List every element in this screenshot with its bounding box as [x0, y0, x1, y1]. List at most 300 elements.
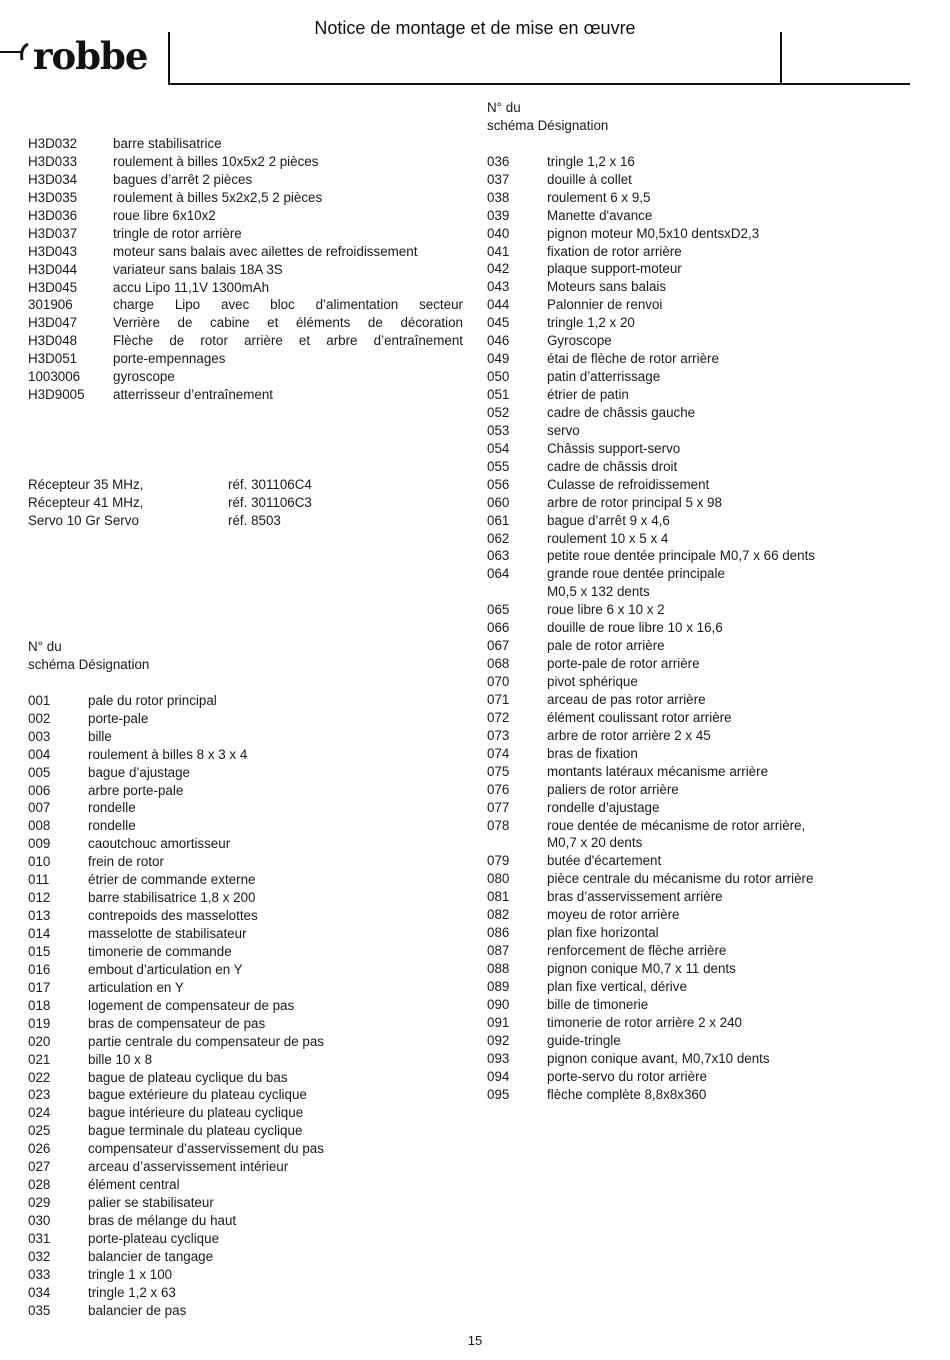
schema-row-description: porte-pale	[88, 710, 149, 726]
schema-row-number: 027	[28, 1159, 51, 1175]
schema-row	[487, 1050, 815, 1068]
schema-row-number: 082	[487, 907, 510, 923]
schema-row-description: rondelle	[88, 800, 136, 816]
schema-row-number: 072	[487, 709, 510, 725]
schema-row-number: 005	[28, 764, 51, 780]
part-row-number: H3D035	[28, 189, 78, 205]
schema-row	[487, 189, 815, 207]
part-row	[28, 189, 463, 207]
schema-row	[487, 1032, 815, 1050]
schema-row-number: 019	[28, 1015, 51, 1031]
schema-row-description: pignon moteur M0,5x10 dentsxD2,3	[547, 225, 760, 241]
schema-row-number: 018	[28, 997, 51, 1013]
schema-row	[487, 332, 815, 350]
schema-row-description: balancier de pas	[88, 1302, 187, 1318]
schema-row	[28, 979, 324, 997]
schema-row-description: compensateur d’asservissement du pas	[88, 1141, 324, 1157]
schema-row-description: bras de mélange du haut	[88, 1213, 237, 1229]
part-row-description: bagues d’arrêt 2 pièces	[113, 171, 253, 187]
schema-row	[487, 296, 815, 314]
schema-row-number: 010	[28, 854, 51, 870]
schema-row-number: 050	[487, 369, 510, 385]
schema-row	[28, 746, 324, 764]
schema-row-description: bague terminale du plateau cyclique	[88, 1123, 303, 1139]
schema-row	[28, 1248, 324, 1266]
schema-row	[487, 763, 815, 781]
schema-row-description: tringle 1 x 100	[88, 1266, 173, 1282]
schema-row-number: 013	[28, 908, 51, 924]
schema-row-description: douille de roue libre 10 x 16,6	[547, 620, 723, 636]
schema-row-description: tringle 1,2 x 20	[547, 315, 635, 331]
schema-row	[487, 1068, 815, 1086]
schema-row-description: articulation en Y	[88, 979, 184, 995]
schema-row-number: 095	[487, 1086, 510, 1102]
schema-row-description: douille à collet	[547, 171, 632, 187]
part-row-number: 1003006	[28, 369, 81, 385]
accessory-row-description: réf. 301106C4	[228, 477, 312, 492]
schema-row-number: 055	[487, 458, 510, 474]
schema-row-number: 035	[28, 1302, 51, 1318]
schema-row-number: 020	[28, 1033, 51, 1049]
schema-row-description: Culasse de refroidissement	[547, 476, 710, 492]
schema-row	[487, 691, 815, 709]
part-row	[28, 225, 463, 243]
accessory-row	[28, 512, 312, 530]
part-row	[28, 332, 463, 350]
header-rule	[168, 83, 910, 85]
schema-row-number: 043	[487, 279, 510, 295]
schema-row	[487, 799, 815, 817]
schema-row-number: 024	[28, 1105, 51, 1121]
schema-row	[28, 1104, 324, 1122]
schema-row	[487, 906, 815, 924]
schema-row-description: Moteurs sans balais	[547, 279, 667, 295]
part-row-number: 301906	[28, 297, 73, 313]
schema-row-number: 003	[28, 728, 51, 744]
schema-row	[487, 960, 815, 978]
schema-row-number: 009	[28, 836, 51, 852]
schema-row	[487, 924, 815, 942]
accessory-row-description: réf. 8503	[228, 512, 281, 528]
schema-header-no-label-right: schéma	[487, 117, 534, 133]
part-row	[28, 350, 463, 368]
schema-row-description: caoutchouc amortisseur	[88, 836, 231, 852]
schema-row-description: arbre de rotor arrière 2 x 45	[547, 727, 711, 743]
part-row-description: moteur sans balais avec ailettes de refroidissement	[113, 243, 418, 259]
schema-row-number: 063	[487, 548, 510, 564]
schema-row-description: étrier de commande externe	[88, 872, 256, 888]
part-row	[28, 296, 463, 314]
schema-row	[487, 278, 815, 296]
schema-row-description: étai de flèche de rotor arrière	[547, 351, 719, 367]
header-divider-left	[168, 32, 170, 84]
schema-row-number: 064	[487, 566, 510, 582]
schema-row-description: élément coulissant rotor arrière	[547, 709, 732, 725]
part-row-description: barre stabilisatrice	[113, 136, 222, 151]
schema-row	[487, 834, 815, 852]
schema-row-number: 039	[487, 207, 510, 223]
schema-row-description: roulement à billes 8 x 3 x 4	[88, 746, 248, 762]
schema-row	[487, 171, 815, 189]
schema-row-number: 012	[28, 890, 51, 906]
part-row-number: H3D051	[28, 351, 78, 367]
header-divider-right	[780, 32, 782, 84]
accessory-row-number: Servo 10 Gr Servo	[28, 512, 139, 528]
part-row	[28, 135, 463, 153]
schema-row-number: 038	[487, 189, 510, 205]
schema-list-right	[487, 99, 815, 1104]
schema-row-number: 036	[487, 153, 510, 169]
schema-row	[487, 583, 815, 601]
schema-row-number: 037	[487, 171, 510, 187]
schema-row	[487, 727, 815, 745]
schema-row-number: 070	[487, 674, 510, 690]
schema-row-number: 026	[28, 1141, 51, 1157]
schema-row-number: 025	[28, 1123, 51, 1139]
schema-row-description: bille 10 x 8	[88, 1051, 153, 1067]
schema-header-no-label: schéma	[28, 656, 75, 672]
schema-list-left	[28, 638, 324, 1320]
schema-row	[487, 530, 815, 548]
schema-row-number: 044	[487, 297, 510, 313]
schema-row-description: balancier de tangage	[88, 1248, 214, 1264]
schema-row	[487, 368, 815, 386]
schema-row	[487, 494, 815, 512]
schema-row-description: pale de rotor arrière	[547, 638, 665, 654]
schema-row	[28, 1176, 324, 1194]
schema-row-number: 023	[28, 1087, 51, 1103]
schema-row-description: plan fixe horizontal	[547, 925, 659, 941]
schema-row-number: 031	[28, 1230, 51, 1246]
part-row-number: H3D032	[28, 136, 78, 151]
schema-row-description: arceau d’asservissement intérieur	[88, 1159, 289, 1175]
schema-row	[28, 1140, 324, 1158]
part-row	[28, 243, 463, 261]
robbe-logo-mark-icon	[0, 42, 30, 62]
schema-row-number: 066	[487, 620, 510, 636]
schema-row	[487, 888, 815, 906]
schema-row	[28, 853, 324, 871]
schema-row-description: tringle 1,2 x 16	[547, 153, 635, 169]
schema-row-description: timonerie de rotor arrière 2 x 240	[547, 1014, 743, 1030]
part-row-description: porte-empennages	[113, 351, 226, 367]
part-row-number: H3D033	[28, 153, 78, 169]
schema-row	[487, 655, 815, 673]
schema-row	[487, 350, 815, 368]
schema-row-description: guide-tringle	[547, 1032, 621, 1048]
schema-row-description: cadre de châssis gauche	[547, 404, 696, 420]
schema-row-number: 053	[487, 422, 510, 438]
schema-row-description: patin d’atterrissage	[547, 369, 661, 385]
part-row-description: tringle de rotor arrière	[113, 225, 242, 241]
schema-row	[28, 1212, 324, 1230]
schema-row-number: 046	[487, 333, 510, 349]
schema-row-description: pignon conique avant, M0,7x10 dents	[547, 1050, 770, 1066]
schema-row	[487, 314, 815, 332]
schema-row	[28, 871, 324, 889]
schema-row	[28, 925, 324, 943]
schema-row	[487, 458, 815, 476]
schema-row-number: 065	[487, 602, 510, 618]
schema-row	[487, 225, 815, 243]
schema-row-description: roue libre 6 x 10 x 2	[547, 602, 665, 618]
part-row-description: atterrisseur d’entraînement	[113, 387, 274, 403]
part-row-number: H3D048	[28, 333, 78, 349]
schema-row	[487, 386, 815, 404]
schema-row-number: 001	[28, 692, 51, 708]
schema-row	[487, 978, 815, 996]
schema-row	[487, 817, 815, 835]
accessory-row	[28, 494, 312, 512]
schema-row	[28, 889, 324, 907]
schema-row-description: plaque support-moteur	[547, 261, 682, 277]
schema-row-number: 094	[487, 1068, 510, 1084]
part-row-description: charge Lipo avec bloc d’alimentation secteur	[113, 297, 463, 313]
schema-header-line1: N° du	[28, 639, 62, 654]
schema-row	[28, 1122, 324, 1140]
schema-row-number: 015	[28, 943, 51, 959]
schema-row-description: bague de plateau cyclique du bas	[88, 1069, 288, 1085]
schema-row-description: arbre de rotor principal 5 x 98	[547, 494, 722, 510]
schema-row	[28, 1015, 324, 1033]
schema-header-line2-right	[487, 117, 815, 135]
schema-row-description: roulement 6 x 9,5	[547, 189, 651, 205]
schema-row-description: cadre de châssis droit	[547, 458, 678, 474]
schema-row-number: 052	[487, 404, 510, 420]
schema-row	[487, 996, 815, 1014]
schema-row-number: 014	[28, 926, 51, 942]
schema-row-number: 029	[28, 1195, 51, 1211]
schema-row-description: roue dentée de mécanisme de rotor arrière,	[547, 817, 806, 833]
schema-row-number: 008	[28, 818, 51, 834]
schema-row	[28, 782, 324, 800]
schema-row-description: porte-plateau cyclique	[88, 1230, 220, 1246]
schema-row-description: porte-pale de rotor arrière	[547, 656, 700, 672]
parts-list	[28, 135, 463, 404]
schema-row	[28, 1033, 324, 1051]
schema-row	[28, 835, 324, 853]
schema-row-description: petite roue dentée principale M0,7 x 66 dents	[547, 548, 815, 564]
schema-row-description: porte-servo du rotor arrière	[547, 1068, 708, 1084]
part-row-number: H3D034	[28, 171, 78, 187]
accessory-row-description: réf. 301106C3	[228, 494, 312, 510]
part-row-number: H3D044	[28, 261, 78, 277]
part-row-description: roue libre 6x10x2	[113, 207, 216, 223]
schema-row	[487, 781, 815, 799]
schema-row-number: 004	[28, 746, 51, 762]
schema-row-number: 030	[28, 1213, 51, 1229]
schema-row-number: 045	[487, 315, 510, 331]
schema-row-number: 034	[28, 1284, 51, 1300]
schema-row-number: 002	[28, 710, 51, 726]
schema-row-number: 041	[487, 243, 510, 259]
schema-row-description: contrepoids des masselottes	[88, 908, 258, 924]
schema-row	[28, 907, 324, 925]
schema-row	[487, 1086, 815, 1104]
part-row-number: H3D9005	[28, 387, 85, 403]
accessory-row	[28, 476, 312, 494]
schema-row-description: montants latéraux mécanisme arrière	[547, 763, 769, 779]
accessory-row-number: Récepteur 41 MHz,	[28, 494, 144, 510]
schema-row-number: 022	[28, 1069, 51, 1085]
schema-row-description: arceau de pas rotor arrière	[547, 691, 706, 707]
part-row-description: gyroscope	[113, 369, 175, 385]
schema-row	[28, 1284, 324, 1302]
schema-row	[28, 1086, 324, 1104]
schema-row-number: 028	[28, 1177, 51, 1193]
schema-row-description: moyeu de rotor arrière	[547, 907, 680, 923]
schema-row-description: timonerie de commande	[88, 943, 232, 959]
schema-row	[28, 1051, 324, 1069]
part-row-number: H3D045	[28, 279, 78, 295]
schema-row-description: embout d’articulation en Y	[88, 961, 243, 977]
schema-row-number: 067	[487, 638, 510, 654]
schema-row-number: 068	[487, 656, 510, 672]
part-row-description: Verrière de cabine et éléments de décoration	[113, 315, 463, 331]
schema-row	[487, 422, 815, 440]
schema-row	[28, 1069, 324, 1087]
schema-row	[28, 943, 324, 961]
schema-row	[487, 673, 815, 691]
schema-row-description: plan fixe vertical, dérive	[547, 978, 687, 994]
schema-row-number: 017	[28, 979, 51, 995]
schema-row	[487, 547, 815, 565]
schema-row-description: butée d'écartement	[547, 853, 662, 869]
schema-row-description: fixation de rotor arrière	[547, 243, 682, 259]
schema-row-description: M0,5 x 132 dents	[547, 584, 650, 600]
schema-row-description: Gyroscope	[547, 333, 612, 349]
part-row-description: accu Lipo 11,1V 1300mAh	[113, 279, 270, 295]
robbe-logo: robbe	[33, 34, 148, 78]
schema-row-description: pivot sphérique	[547, 674, 638, 690]
page-title: Notice de montage et de mise en œuvre	[314, 18, 636, 38]
page-number: 15	[467, 1333, 483, 1348]
schema-header-designation: Désignation	[78, 656, 150, 672]
schema-row	[28, 1230, 324, 1248]
schema-row-number: 007	[28, 800, 51, 816]
schema-row-description: renforcement de flèche arrière	[547, 943, 727, 959]
part-row	[28, 261, 463, 279]
part-row-description: roulement à billes 10x5x2 2 pièces	[113, 153, 319, 169]
schema-row-description: étrier de patin	[547, 387, 629, 403]
schema-row	[28, 997, 324, 1015]
schema-row-number: 060	[487, 494, 510, 510]
schema-row	[487, 243, 815, 261]
schema-row	[487, 565, 815, 583]
schema-row	[487, 153, 815, 171]
schema-row-number: 088	[487, 961, 510, 977]
schema-row-description: bague extérieure du plateau cyclique	[88, 1087, 307, 1103]
schema-row	[487, 852, 815, 870]
schema-row	[487, 637, 815, 655]
schema-row	[487, 942, 815, 960]
accessory-row-number: Récepteur 35 MHz,	[28, 477, 144, 492]
part-row-number: H3D043	[28, 243, 78, 259]
schema-row-description: tringle 1,2 x 63	[88, 1284, 176, 1300]
schema-row-description: bras de compensateur de pas	[88, 1015, 266, 1031]
schema-row	[487, 1014, 815, 1032]
schema-row	[487, 404, 815, 422]
schema-row-number: 092	[487, 1032, 510, 1048]
schema-row	[487, 870, 815, 888]
schema-row	[28, 1266, 324, 1284]
schema-row-number: 074	[487, 745, 510, 761]
schema-row	[28, 1158, 324, 1176]
schema-row-description: masselotte de stabilisateur	[88, 926, 247, 942]
schema-row-number: 054	[487, 440, 510, 456]
part-row-number: H3D047	[28, 315, 78, 331]
schema-row	[28, 1302, 324, 1320]
schema-row-number: 093	[487, 1050, 510, 1066]
schema-header-line1-right: N° du	[487, 100, 521, 115]
schema-row-number: 091	[487, 1014, 510, 1030]
part-row	[28, 153, 463, 171]
schema-row-number: 089	[487, 978, 510, 994]
schema-row-number: 087	[487, 943, 510, 959]
part-row-description: variateur sans balais 18A 3S	[113, 261, 283, 277]
schema-row-number: 006	[28, 782, 51, 798]
part-row	[28, 386, 463, 404]
schema-row	[487, 619, 815, 637]
schema-row-number: 056	[487, 476, 510, 492]
schema-row	[487, 207, 815, 225]
schema-row-number: 061	[487, 512, 510, 528]
schema-row-number: 081	[487, 889, 510, 905]
schema-row-number: 051	[487, 387, 510, 403]
schema-header-designation-right: Désignation	[537, 117, 609, 133]
schema-row-description: servo	[547, 422, 580, 438]
schema-row-description: frein de rotor	[88, 854, 164, 870]
schema-row-number: 090	[487, 996, 510, 1012]
schema-row	[28, 799, 324, 817]
part-row-description: Flèche de rotor arrière et arbre d’entraînement	[113, 333, 463, 349]
schema-row-description: élément central	[88, 1177, 180, 1193]
schema-row-number: 071	[487, 691, 510, 707]
schema-row-number: 021	[28, 1051, 51, 1067]
schema-row	[28, 728, 324, 746]
schema-row	[28, 1194, 324, 1212]
schema-row-description: barre stabilisatrice 1,8 x 200	[88, 890, 256, 906]
schema-row	[487, 709, 815, 727]
part-row	[28, 171, 463, 189]
schema-row-description: pièce centrale du mécanisme du rotor arrière	[547, 871, 814, 887]
schema-row-description: flèche complète 8,8x8x360	[547, 1086, 707, 1102]
schema-row-number: 078	[487, 817, 510, 833]
schema-row-number: 016	[28, 961, 51, 977]
schema-row	[487, 260, 815, 278]
part-row-number: H3D037	[28, 225, 78, 241]
schema-row-number: 049	[487, 351, 510, 367]
schema-row-number: 073	[487, 727, 510, 743]
schema-row	[28, 764, 324, 782]
schema-row-description: palier se stabilisateur	[88, 1195, 214, 1211]
schema-row-description: bras d’asservissement arrière	[547, 889, 723, 905]
schema-row	[28, 817, 324, 835]
schema-row-description: grande roue dentée principale	[547, 566, 725, 582]
schema-row-description: M0,7 x 20 dents	[547, 835, 643, 851]
schema-row-description: bille de timonerie	[547, 996, 649, 1012]
accessories-list	[28, 476, 312, 530]
part-row	[28, 279, 463, 297]
schema-row-number: 062	[487, 530, 510, 546]
schema-row-description: arbre porte-pale	[88, 782, 184, 798]
schema-row-number: 080	[487, 871, 510, 887]
schema-row	[487, 601, 815, 619]
schema-row-number: 086	[487, 925, 510, 941]
schema-row	[28, 710, 324, 728]
schema-row-number: 075	[487, 763, 510, 779]
schema-row-description: rondelle d’ajustage	[547, 799, 660, 815]
